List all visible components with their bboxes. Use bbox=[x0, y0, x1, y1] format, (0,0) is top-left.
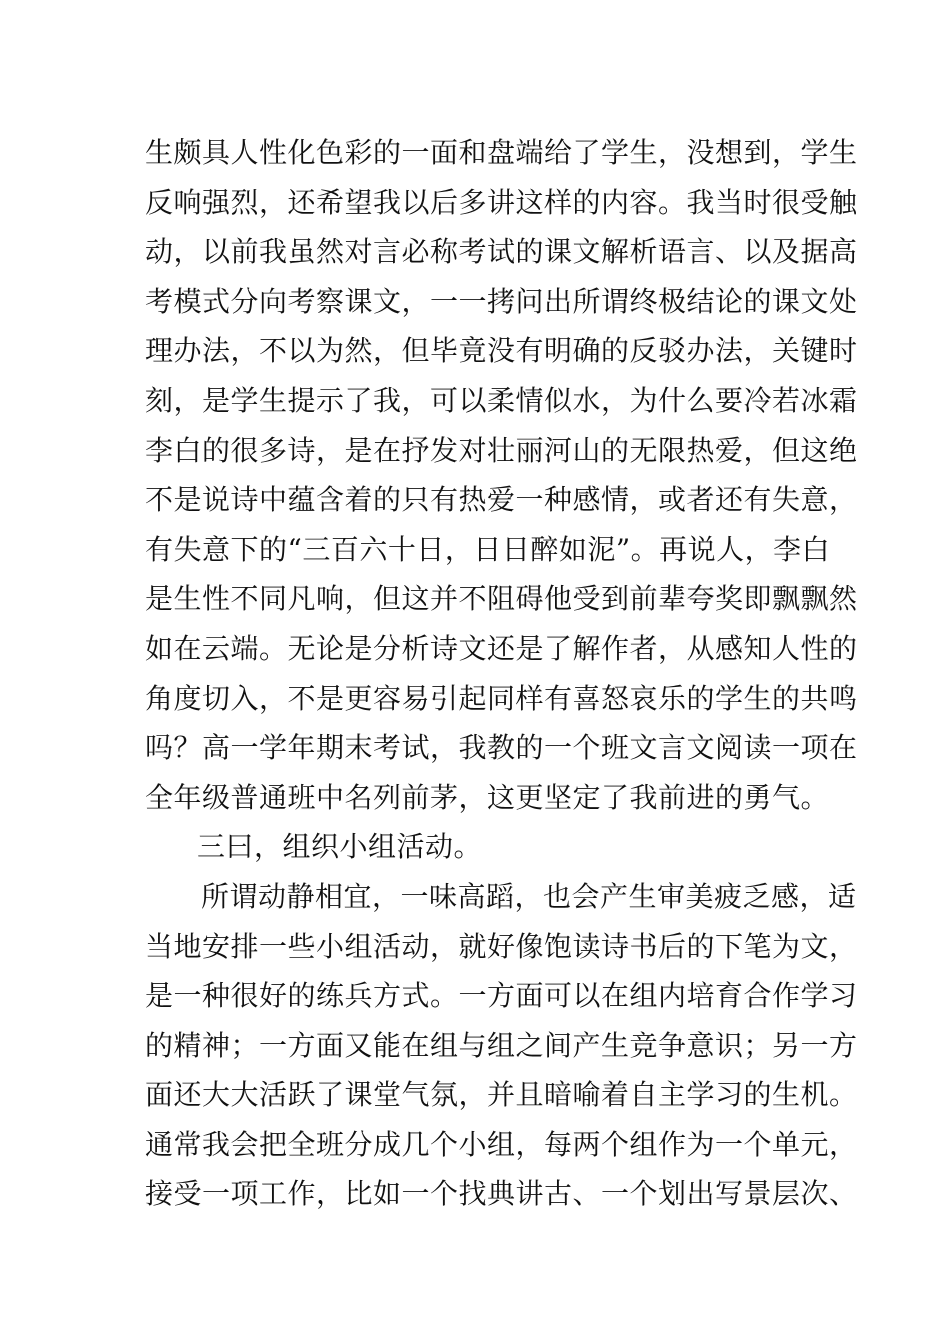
body-text bbox=[145, 128, 858, 1219]
text-line: 是一种很好的练兵方式。一方面可以在组内培育合作学习 bbox=[145, 979, 858, 1013]
text-line: 所谓动静相宜，一味高蹈，也会产生审美疲乏感，适 bbox=[201, 879, 857, 913]
text-line: 理办法，不以为然，但毕竟没有明确的反驳办法，关键时 bbox=[145, 334, 858, 368]
section-heading: 三曰，组织小组活动。 bbox=[197, 830, 483, 864]
text-line: 全年级普通班中名列前茅，这更坚定了我前进的勇气。 bbox=[145, 780, 830, 814]
text-line: 是生性不同凡响，但这并不阻碍他受到前辈夸奖即飘飘然 bbox=[145, 582, 858, 616]
text-line: 角度切入，不是更容易引起同样有喜怒哀乐的学生的共鸣 bbox=[145, 681, 858, 715]
text-line: 通常我会把全班分成几个小组，每两个组作为一个单元， bbox=[145, 1127, 858, 1161]
text-line: 当地安排一些小组活动，就好像饱读诗书后的下笔为文， bbox=[145, 929, 858, 963]
text-line: 不是说诗中蕴含着的只有热爱一种感情，或者还有失意， bbox=[145, 483, 858, 517]
text-line: 反响强烈，还希望我以后多讲这样的内容。我当时很受触 bbox=[145, 185, 858, 219]
text-line: 刻，是学生提示了我，可以柔情似水，为什么要冷若冰霜 bbox=[145, 383, 858, 417]
text-line: 有失意下的“三百六十日，日日醉如泥”。再说人，李白 bbox=[145, 532, 831, 566]
text-line: 考模式分向考察课文，一一拷问出所谓终极结论的课文处 bbox=[145, 284, 858, 318]
text-line: 的精神；一方面又能在组与组之间产生竞争意识；另一方 bbox=[145, 1028, 858, 1062]
text-line: 接受一项工作，比如一个找典讲古、一个划出写景层次、 bbox=[145, 1177, 858, 1211]
text-line: 动，以前我虽然对言必称考试的课文解析语言、以及据高 bbox=[145, 235, 858, 269]
text-line: 如在云端。无论是分析诗文还是了解作者，从感知人性的 bbox=[145, 631, 858, 665]
text-line: 吗？高一学年期末考试，我教的一个班文言文阅读一项在 bbox=[145, 731, 858, 765]
text-line: 面还大大活跃了课堂气氛，并且暗喻着自主学习的生机。 bbox=[145, 1078, 858, 1112]
text-line: 生颇具人性化色彩的一面和盘端给了学生，没想到，学生 bbox=[145, 136, 858, 169]
text-line: 李白的很多诗，是在抒发对壮丽河山的无限热爱，但这绝 bbox=[145, 433, 858, 467]
